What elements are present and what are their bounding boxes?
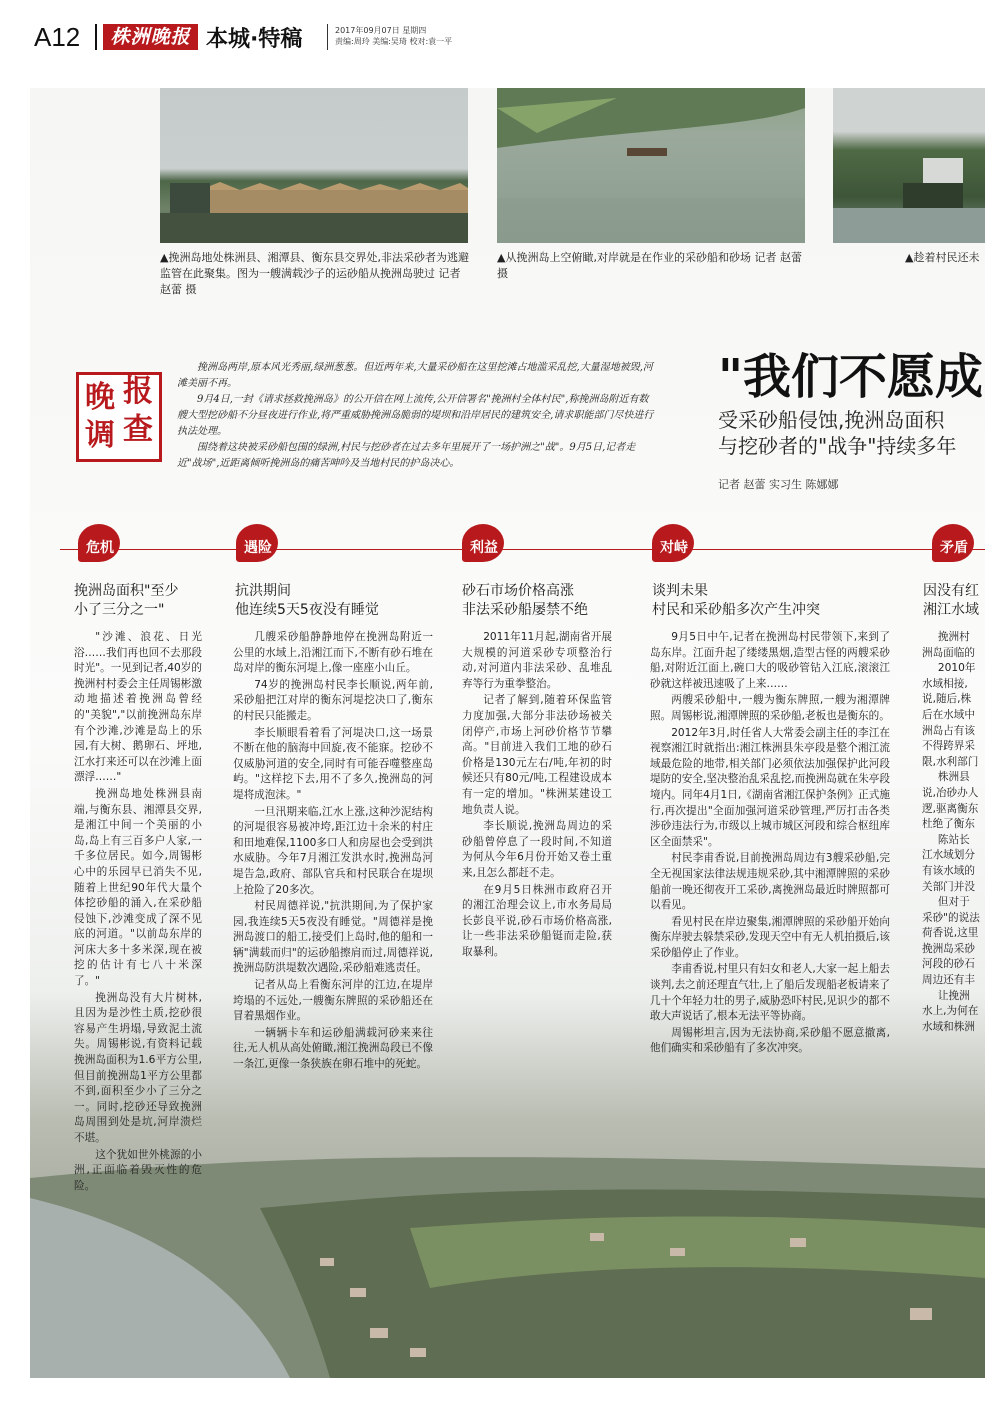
section-subtitle-3: 砂石市场价格高涨 非法采砂船屡禁不绝 (462, 583, 588, 618)
section-badge-standoff (648, 524, 700, 564)
intro-paragraph: 挽洲岛两岸,原本风光秀丽,绿洲葱葱。但近两年来,大量采砂船在这里挖滩占地滥采乱挖,大量湿地被毁,河滩美丽不再。 (177, 362, 653, 389)
text-fragment: 水域和株洲 (922, 1020, 975, 1033)
body-paragraph: 一旦汛期来临,江水上涨,这种沙泥结构的河堤很容易被冲垮,距江边十余米的村庄和田地难保,1100多口人和房屋也会受到洪水威胁。今年7月湘江发洪水时,挽洲岛河堤告急,政府、部队官兵和村民联合在堤坝上抢险了20多次。 (233, 805, 433, 896)
header-divider-2 (327, 24, 328, 50)
newspaper-logo: 株洲晚报 (103, 24, 198, 50)
investigation-stamp (76, 372, 162, 462)
badge-label: 危机 (86, 540, 114, 556)
text-fragment: 水域相接, (922, 677, 968, 690)
body-paragraph: 74岁的挽洲岛村民李长顺说,两年前,采砂船把江对岸的衡东河堤挖决口了,衡东的村民只能搬走。 (233, 678, 433, 722)
section-badge-danger (232, 524, 284, 564)
text-fragment: 水上,为何在 (922, 1005, 979, 1018)
body-paragraph: 2012年3月,时任省人大常委会副主任的李江在视察湘江时就指出:湘江株洲县朱亭段是整个湘江流域最危险的地带,相关部门必须依法加强保护此河段堤防的安全,坚决整治乱采乱挖,而挽洲岛就在朱亭段境内。同年4月1日,《湖南省湘江保护条例》正式施行,再次提出"全面加强河道采砂管理,严厉打击各类涉砂违法行为,市级以上城市城区河段和综合枢纽库区全面禁采"。 (650, 726, 890, 848)
stamp-char-3: 调 (85, 418, 115, 453)
text-fragment: 江水域划分 (922, 849, 975, 862)
body-paragraph: 挽洲岛没有大片树林,且因为是沙性土质,挖砂很容易产生坍塌,导致泥土流失。周锡彬说,有资料记载挽洲岛面积为1.6平方公里,但目前挽洲岛1平方公里都不到,面积至少小了三分之一。同时,挖砂还导致挽洲岛周围到处是坑,河岸溃烂不堪。 (74, 991, 202, 1144)
text-fragment: 有该水域的 (922, 864, 975, 877)
photo-caption-3: ▲趁着村民还未 (905, 251, 980, 264)
text-fragment: 但对于 (937, 896, 970, 909)
body-paragraph: 2011年11月起,湖南省开展大规模的河道采砂专项整治行动,对河道内非法采砂、乱堆乱弃等行为重拳整治。 (462, 631, 612, 690)
stamp-char-4: 查 (123, 412, 153, 447)
photo-1-image (160, 88, 468, 243)
text-fragment: 株洲县 (937, 771, 970, 784)
text-fragment: 说,随后,株 (922, 693, 972, 706)
text-fragment: 后在水域中 (922, 708, 975, 721)
text-fragment: 关部门并没 (922, 880, 975, 893)
body-paragraph: 一辆辆卡车和运砂船满载河砂来来往往,无人机从高处俯瞰,湘江挽洲岛段已不像一条江,更像一条狭族在卵石堆中的死蛇。 (233, 1026, 433, 1071)
photo-caption-1: ▲挽洲岛地处株洲县、湘潭县、衡东县交界处,非法采砂者为逃避监管在此聚集。图为一艘满载沙子的运砂船从挽洲岛驶过 记者 赵蕾 摄 (160, 251, 469, 296)
body-paragraph: 挽洲岛地处株洲县南端,与衡东县、湘潭县交界,是湘江中间一个美丽的小岛,岛上有三百多户人家,一千多位居民。如今,周锡彬心中的乐园早已消失不见,随着上世纪90年代大量个体挖砂船的涌入,在采砂船侵蚀下,沙滩变成了深不见底的河道。"以前岛东岸的河床大多十多米深,现在被挖的估计有七八十米深了。" (74, 787, 202, 988)
issue-date: 2017年09月07日 星期四 (335, 26, 427, 35)
section-title: 本城·特稿 (206, 27, 303, 52)
body-paragraph: 李甫香说,村里只有妇女和老人,大家一起上船去谈判,去之前还理直气壮,上了船后发现船老板请来了几十个年轻力壮的男子,威胁恐吓村民,见识少的都不敢大声说话了,根本无法平等协商。 (650, 963, 890, 1023)
stamp-char-2: 报 (123, 374, 153, 409)
body-paragraph: 两艘采砂船中,一艘为衡东牌照,一艘为湘潭牌照。周锡彬说,湘潭牌照的采砂船,老板也是衡东的。 (650, 694, 890, 722)
subheadline-2: 与挖砂者的"战争"持续多年 (718, 434, 957, 458)
header-divider (95, 24, 97, 50)
intro-paragraph: 围绕着这块被采砂船包围的绿洲,村民与挖砂者在过去多年里展开了一场护洲之"战"。9月5日,记者走近"战场",近距离倾听挽洲岛的痛苦呻吟及当地村民的护岛决心。 (177, 442, 636, 469)
text-fragment: 洲岛面临的 (922, 646, 975, 659)
text-fragment: 不得跨界采 (922, 740, 975, 753)
section-badge-profit (458, 524, 510, 564)
body-paragraph: 看见村民在岸边聚集,湘潭牌照的采砂船开始向衡东岸驶去躲禁采砂,发现天空中有无人机拍摄后,该采砂船停止了作业。 (650, 915, 890, 959)
body-paragraph: 记者了解到,随着环保监管力度加强,大部分非法砂场被关闭停产,市场上河砂价格节节攀高。"目前进入我们工地的砂石价格是130元左右/吨,年初的时候还只有80元/吨,工程建设成本有一定的增加。"株洲某建设工地负责人说。 (462, 694, 612, 816)
text-fragment: 限,水利部门 (922, 755, 979, 768)
editor-credits: 责编:周玲 美编:吴琦 校对:袁一平 (335, 37, 453, 46)
text-fragment: 2010年 (937, 662, 976, 675)
stamp-char-1: 晚 (85, 380, 115, 415)
section-subtitle-2: 抗洪期间 他连续5天5夜没有睡觉 (235, 583, 379, 618)
intro-paragraph: 9月4日,一封《请求拯救挽洲岛》的公开信在网上流传,公开信署名"挽洲村全体村民",称挽洲岛附近有数艘大型挖砂船不分昼夜进行作业,将严重威胁挽洲岛脆弱的堤坝和沿岸居民的建筑安全,请求职能部门尽快进行执法处理。 (177, 394, 654, 437)
text-fragment: 杜绝了衡东 (922, 818, 975, 831)
photo-sand-ship (160, 88, 468, 243)
photo-2-image (497, 88, 805, 243)
section-subtitle-4: 谈判未果 村民和采砂船多次产生冲突 (652, 583, 820, 618)
badge-label: 遇险 (244, 540, 272, 556)
body-paragraph: 记者从岛上看衡东河岸的江边,在堤岸垮塌的不远处,一艘衡东牌照的采砂船还在冒着黑烟作业。 (233, 979, 433, 1023)
text-fragment: 说,冶砂办人 (922, 786, 979, 799)
text-fragment: 逻,驱离衡东 (922, 802, 979, 815)
column-5-cropped (922, 630, 985, 1035)
photo-caption-2: ▲从挽洲岛上空俯瞰,对岸就是在作业的采砂船和砂场 记者 赵蕾 摄 (497, 251, 802, 280)
body-paragraph: 村民周德祥说,"抗洪期间,为了保护家园,我连续5天5夜没有睡觉。"周德祥是挽洲岛渡口的船工,接受们上岛时,他的船和一辆"满载而归"的运砂船擦肩而过,周德祥说,挽洲岛防洪堤数次遇险,采砂船难逃责任。 (233, 900, 433, 975)
text-fragment: 让挽洲 (937, 989, 970, 1002)
text-fragment: 采砂"的说法 (922, 911, 980, 924)
body-paragraph: 李长顺说,挽洲岛周边的采砂船曾停息了一段时间,不知道为何从今年6月份开始又卷土重来,且怎么都赶不走。 (462, 820, 612, 879)
headline: "我们不愿成 (718, 349, 984, 405)
text-fragment: 挽洲岛采砂 (922, 942, 975, 955)
body-paragraph: 这个犹如世外桃源的小洲,正面临着毁灭性的危险。 (74, 1148, 202, 1192)
page-number: A12 (34, 22, 81, 52)
body-paragraph: "沙滩、浪花、日光浴……我们再也回不去那段时光"。一见到记者,40岁的挽洲村村委会主任周锡彬激动地描述着挽洲岛曾经的"美貌","以前挽洲岛东岸有个沙滩,沙滩是岛上的乐园,有大树、鹅卵石、坪地,江水打来还可以在沙滩上面漂浮……" (74, 631, 202, 784)
body-paragraph: 在9月5日株洲市政府召开的湘江治理会议上,市水务局局长彭良平说,砂石市场价格高涨,让一些非法采砂船铤而走险,获取暴利。 (462, 883, 612, 958)
body-paragraph: 周锡彬坦言,因为无法协商,采砂船不愿意撤离,他们确实和采砂船有了多次冲突。 (650, 1026, 890, 1055)
body-paragraph: 村民李甫香说,目前挽洲岛周边有3艘采砂船,完全无视国家法律法规违规采砂,其中湘潭牌照的采砂船前一晚还彻夜开工采砂,离挽洲岛最近时牌照都可以看见。 (650, 852, 890, 912)
text-fragment: 洲岛占有该 (922, 724, 975, 737)
badge-label: 矛盾 (940, 540, 968, 556)
section-subtitle-5: 因没有红 湘江水域 (923, 583, 979, 618)
body-paragraph: 9月5日中午,记者在挽洲岛村民带领下,来到了岛东岸。江面升起了缕缕黑烟,造型古怪的两艘采砂船,对附近江面上,碗口大的吸砂管钻入江底,滚滚江砂就这样被迅速吸了上来…… (650, 631, 890, 690)
body-paragraph: 几艘采砂船静静地停在挽洲岛附近一公里的水域上,沿湘江而下,不断有砂石堆在岛对岸的衡东河堤上,像一座座小山丘。 (233, 631, 433, 675)
issue-meta (335, 25, 452, 47)
column-2 (233, 630, 433, 1074)
badge-label: 对峙 (660, 540, 688, 556)
byline: 记者 赵蕾 实习生 陈娜娜 (718, 478, 839, 491)
column-1 (74, 630, 202, 1195)
text-fragment: 陈站长 (937, 833, 970, 846)
badge-label: 利益 (470, 540, 498, 556)
page-header (0, 0, 985, 60)
text-fragment: 挽洲村 (937, 631, 970, 643)
section-badge-crisis (74, 524, 126, 564)
text-fragment: 荷香说,这里 (922, 927, 979, 940)
section-badge-conflict (928, 524, 980, 564)
photo-village-shore (833, 88, 985, 243)
subheadline-1: 受采砂船侵蚀,挽洲岛面积 (718, 408, 945, 432)
photo-3-image (833, 88, 985, 243)
intro-paragraphs (177, 360, 655, 472)
section-rule (60, 549, 985, 550)
column-3 (462, 630, 612, 961)
body-paragraph: 李长顺眼看着看了河堤决口,这一场景不断在他的脑海中回旋,夜不能寐。挖砂不仅威胁河道的安全,同时有可能吞噬整座岛屿。"这样挖下去,用不了多久,挽洲岛的河堤将成泡沫。" (233, 726, 433, 801)
column-4 (650, 630, 890, 1058)
text-fragment: 河段的砂石 (922, 958, 975, 971)
photo-aerial-river (497, 88, 805, 243)
section-subtitle-1: 挽洲岛面积"至少 小了三分之一" (74, 583, 179, 618)
text-fragment: 周边还有丰 (922, 974, 975, 987)
